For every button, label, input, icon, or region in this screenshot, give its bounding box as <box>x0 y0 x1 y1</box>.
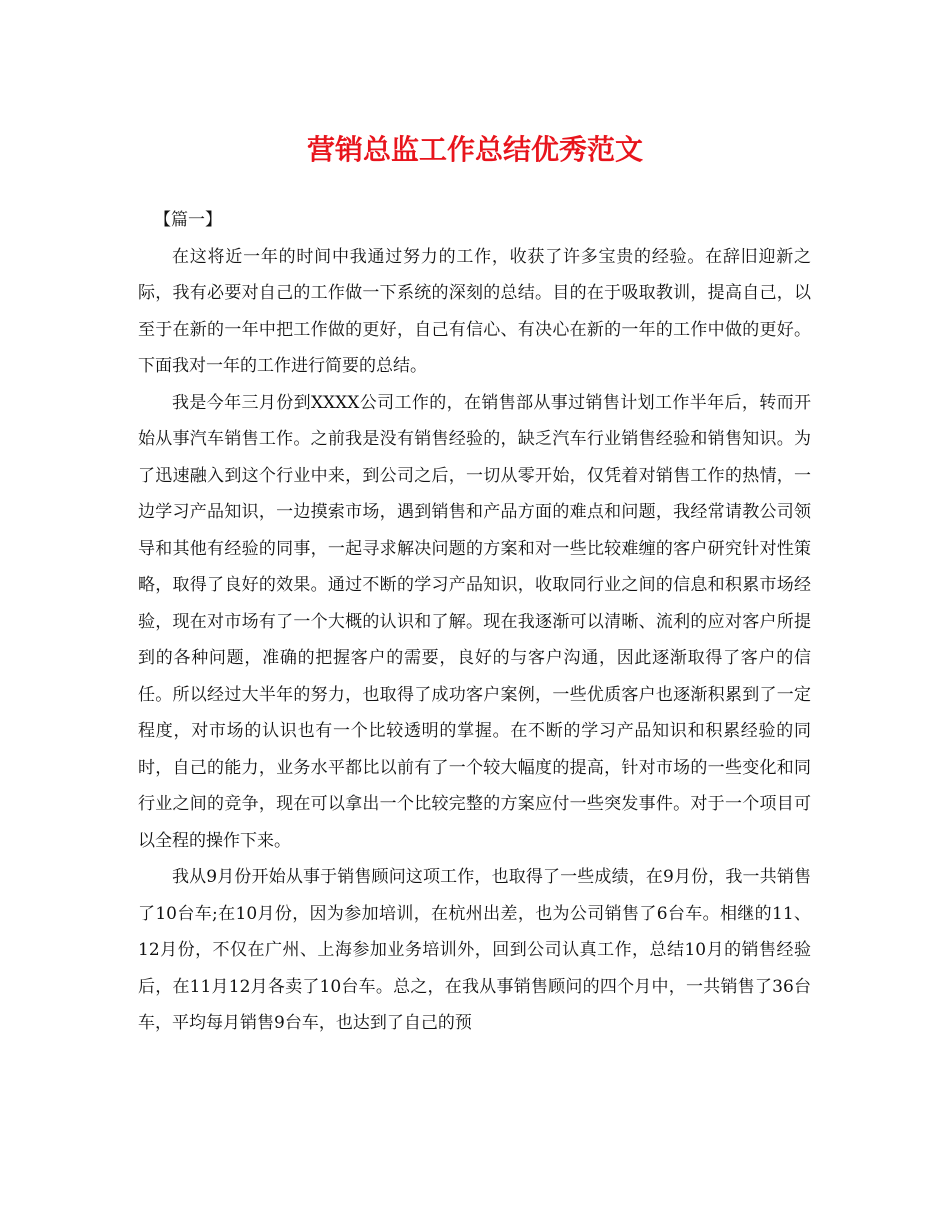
paragraph-2: 我是今年三月份到XXXX公司工作的，在销售部从事过销售计划工作半年后，转而开始从事汽车销售工作。之前我是没有销售经验的，缺乏汽车行业销售经验和销售知识。为了迅速融入到这个行业中来，到公司之后，一切从零开始，仅凭着对销售工作的热情，一边学习产品知识，一边摸索市场，遇到销售和产品方面的难点和问题，我经常请教公司领导和其他有经验的同事，一起寻求解决问题的方案和对一些比较难缠的客户研究针对性策略，取得了良好的效果。通过不断的学习产品知识，收取同行业之间的信息和积累市场经验，现在对市场有了一个大概的认识和了解。现在我逐渐可以清晰、流利的应对客户所提到的各种问题，准确的把握客户的需要，良好的与客户沟通，因此逐渐取得了客户的信任。所以经过大半年的努力，也取得了成功客户案例，一些优质客户也逐渐积累到了一定程度，对市场的认识也有一个比较透明的掌握。在不断的学习产品知识和积累经验的同时，自己的能力，业务水平都比以前有了一个较大幅度的提高，针对市场的一些变化和同行业之间的竞争，现在可以拿出一个比较完整的方案应付一些突发事件。对于一个项目可以全程的操作下来。 <box>138 392 811 851</box>
document-title: 营销总监工作总结优秀范文 <box>306 133 643 166</box>
section-label: 【篇一】 <box>154 210 222 230</box>
paragraph-3: 我从9月份开始从事于销售顾问这项工作，也取得了一些成绩，在9月份，我一共销售了10台车;在10月份，因为参加培训，在杭州出差，也为公司销售了6台车。相继的11、12月份，不仅在广州、上海参加业务培训外，回到公司认真工作，总结10月的销售经验后，在11月12月各卖了10台车。总之，在我从事销售顾问的四个月中，一共销售了36台车，平均每月销售9台车，也达到了自己的预 <box>138 867 811 1033</box>
paragraph-1: 在这将近一年的时间中我通过努力的工作，收获了许多宝贵的经验。在辞旧迎新之际，我有必要对自己的工作做一下系统的深刻的总结。目的在于吸取教训，提高自己，以至于在新的一年中把工作做的更好，自己有信心、有决心在新的一年的工作中做的更好。下面我对一年的工作进行简要的总结。 <box>138 246 811 376</box>
document-body <box>138 202 811 1042</box>
